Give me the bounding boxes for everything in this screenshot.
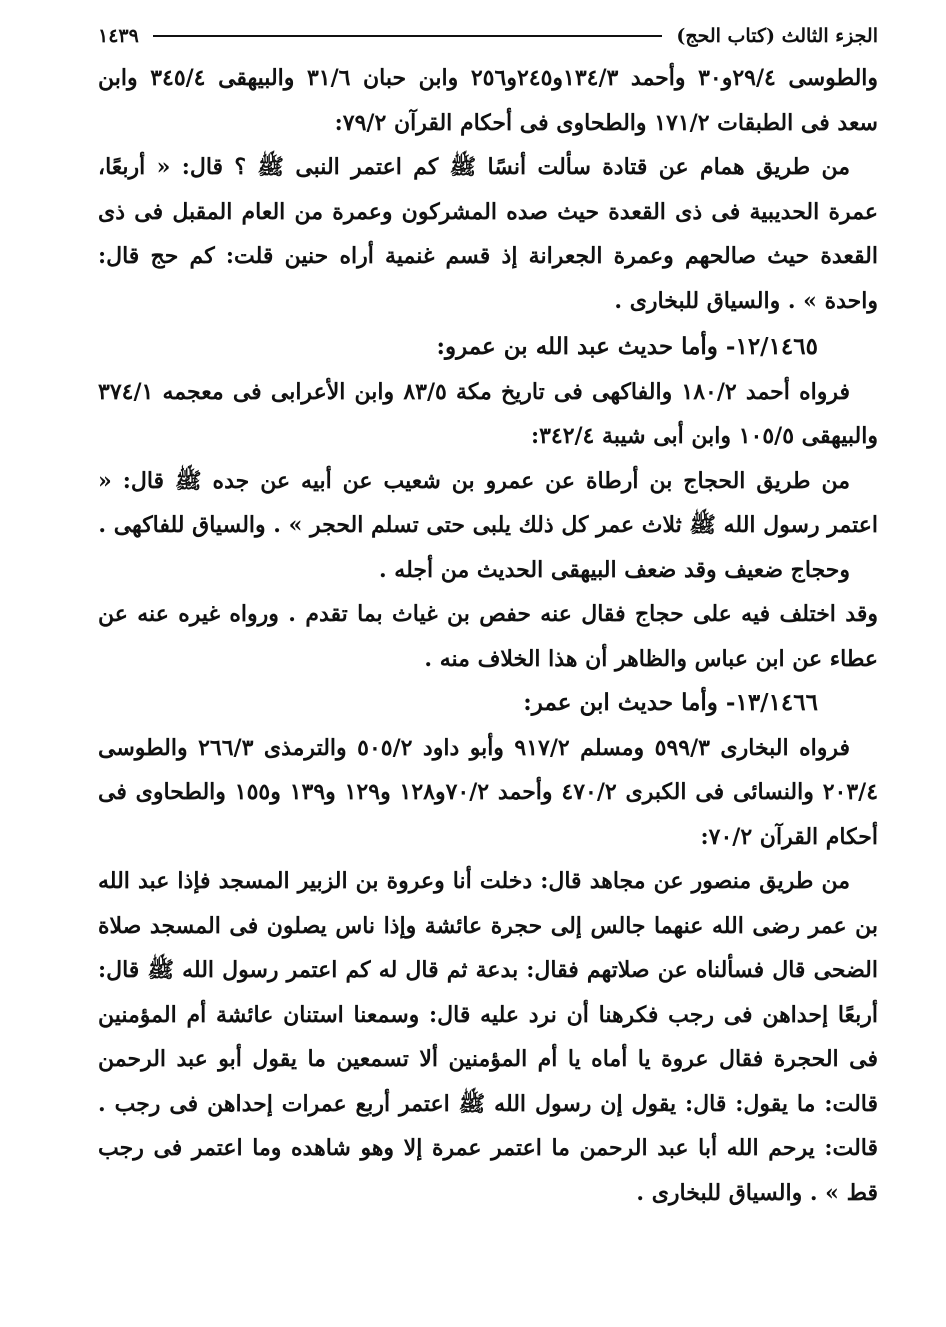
section-heading-1466: ١٣/١٤٦٦- وأما حديث ابن عمر: <box>523 689 818 716</box>
paragraph-narration-mujahid: من طريق منصور عن مجاهد قال: دخلت أنا وعروة بن الزبير المسجد فإذا عبد الله بن عمر رضى الله عنهما جالس إلى حجرة عائشة وإذا ناس يصلون فى المسجد صلاة الضحى قال فسألناه عن صلاتهم فقال: بدعة ثم قال له كم اعتمر رسول الله ﷺ قال: أربعًا إحداهن فى رجب فكرهنا أن نرد عليه قال: وسمعنا استنان عائشة أم المؤمنين فى الحجرة فقال عروة يا أماه يا أم المؤمنين ألا تسمعين ما يقول أبو عبد الرحمن قالت: ما يقول: قال: يقول إن رسول الله ﷺ اعتمر أربع عمرات إحداهن فى رجب . قالت: يرحم الله أبا عبد الرحمن ما اعتمر عمرة إلا وهو شاهده وما اعتمر فى رجب قط » . والسياق للبخارى . <box>98 868 878 1206</box>
paragraph-sources-1466: فرواه البخارى ٥٩٩/٣ ومسلم ٩١٧/٢ وأبو داود ٥٠٥/٢ والترمذى ٢٦٦/٣ والطوسى ٢٠٣/٤ والنسائى فى الكبرى ٤٧٠/٢ وأحمد ٧٠/٢و١٢٨ و١٢٩ و١٣٩ و١٥٥ والطحاوى فى أحكام القرآن ٧٠/٢: <box>98 734 879 850</box>
paragraph-disagreement: وقد اختلف فيه على حجاج فقال عنه حفص بن غياث بما تقدم . ورواه غيره عنه عن عطاء عن ابن عباس والظاهر أن هذا الخلاف منه . <box>98 601 878 672</box>
header-rule <box>153 35 663 37</box>
paragraph-narration-hajjaj: من طريق الحجاج بن أرطاة عن عمرو بن شعيب عن أبيه عن جده ﷺ قال: « اعتمر رسول الله ﷺ ثلاث عمر كل ذلك يلبى حتى تسلم الحجر » . والسياق للفاكهى . <box>98 467 878 538</box>
paragraph-sources-1: والطوسى ٢٩/٤و٣٠ وأحمد ١٣٤/٣و٢٤٥و٢٥٦ وابن حبان ٣١/٦ والبيهقى ٣٤٥/٤ وابن سعد فى الطبقات ١٧١/٢ والطحاوى فى أحكام القرآن ٧٩/٢: <box>98 65 879 136</box>
page-number: ١٤٣٩ <box>98 25 139 47</box>
running-title: الجزء الثالث (كتاب الحج) <box>676 25 878 47</box>
section-heading-1465: ١٢/١٤٦٥- وأما حديث عبد الله بن عمرو: <box>436 333 818 360</box>
page-body <box>98 56 878 1215</box>
paragraph-sources-1465: فرواه أحمد ١٨٠/٢ والفاكهى فى تاريخ مكة ٨٣/٥ وابن الأعرابى فى معجمه ٣٧٤/١ والبيهقى ١٠٥/٥ وابن أبى شيبة ٣٤٢/٤: <box>98 378 878 449</box>
paragraph-narration-anas: من طريق همام عن قتادة سألت أنسًا ﷺ كم اعتمر النبى ﷺ ؟ قال: « أربعًا، عمرة الحديبية فى ذى القعدة حيث صده المشركون وعمرة من العام المقبل فى ذى القعدة حيث صالحهم وعمرة الجعرانة إذ قسم غنمية أراه حنين قلت: كم حج قال: واحدة » . والسياق للبخارى . <box>98 154 878 314</box>
page-header <box>98 22 878 50</box>
paragraph-hajjaj-weak: وحجاج ضعيف وقد ضعف البيهقى الحديث من أجله . <box>378 556 850 583</box>
